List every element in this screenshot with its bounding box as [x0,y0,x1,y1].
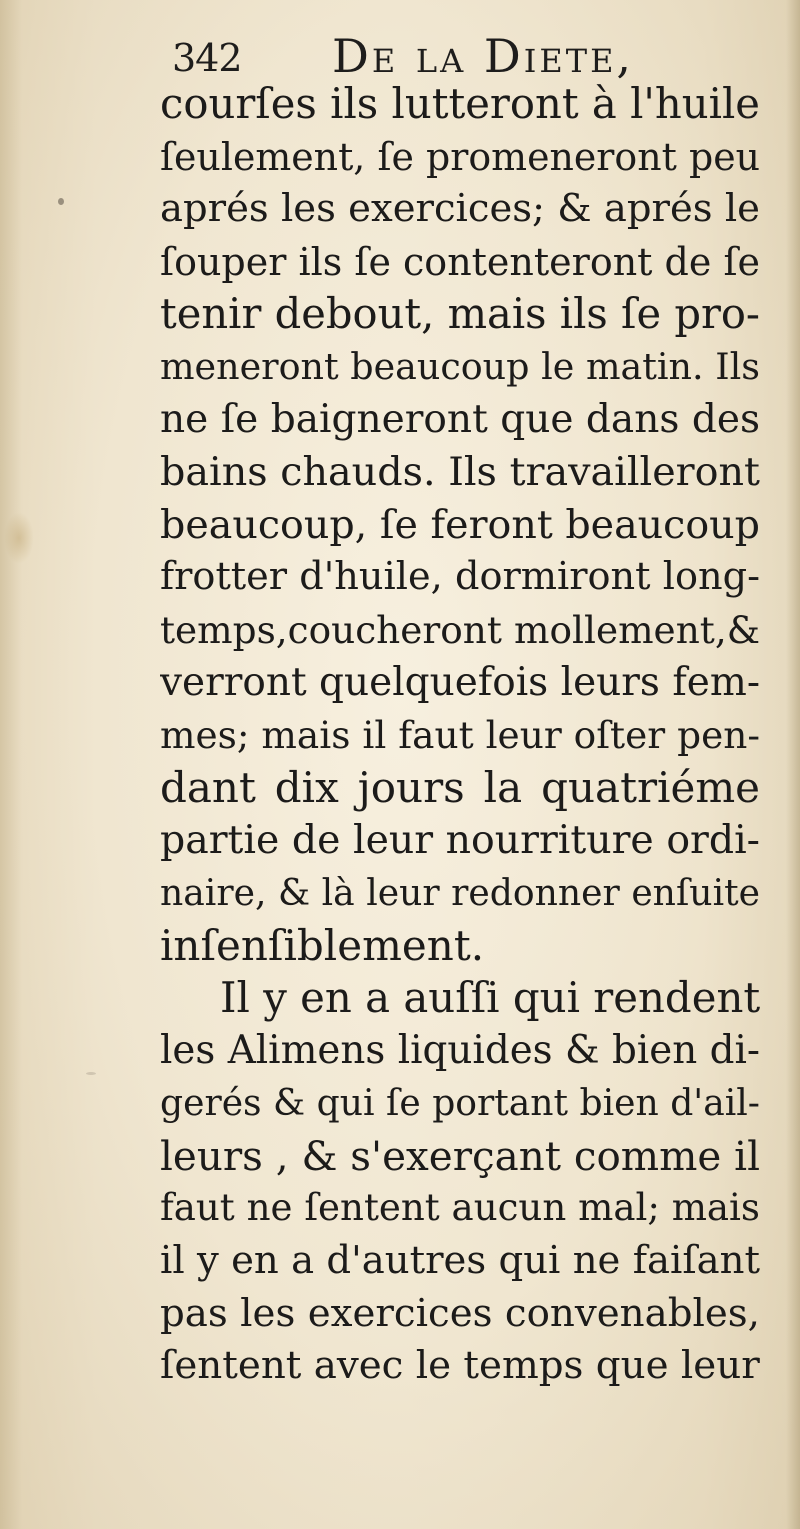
text-line: Il y en a auſſi qui rendent [220,973,760,1023]
page-number: 342 [172,36,242,80]
text-line: ſentent avec le temps que leur [160,1343,760,1389]
text-line: partie de leur nourriture ordi- [160,817,760,864]
text-line: tenir debout, mais ils ſe pro- [160,289,760,339]
page-edge-shadow-right [786,0,800,1529]
running-head [172,24,732,84]
running-head-title: De la Diete, [332,29,635,83]
text-line: inſenſiblement. [160,920,485,970]
text-line: verront quelquefois leurs fem- [160,659,760,705]
text-line: faut ne ſentent aucun mal; mais [160,1186,760,1230]
text-line: temps,coucheront mollement,& [160,607,760,652]
page-edge-shadow-left [0,0,22,1529]
text-line: bains chauds. Ils travailleront [160,449,760,496]
text-line: courſes ils lutteront à l'huile [160,79,760,128]
body-text [160,78,760,1393]
text-line: pas les exercices convenables, [160,1290,760,1336]
text-line: naire, & là leur redonner enſuite [160,870,760,914]
paper-stain [4,512,34,564]
text-line: mes; mais il faut leur oſter pen- [160,713,760,758]
ink-speck [86,1072,96,1075]
text-line: il y en a d'autres qui ne faiſant [160,1238,760,1284]
text-line: meneront beaucoup le matin. Ils [160,344,760,388]
text-line: ne ſe baigneront que dans des [160,396,760,442]
text-line: ſouper ils ſe contenteront de ſe [160,239,760,284]
text-line: dant dix jours la quatriéme [160,762,760,812]
text-line: frotter d'huile, dormiront long- [160,555,760,600]
text-line: beaucoup, ſe feront beaucoup [160,501,760,548]
text-line: leurs , & s'exerçant comme il [160,1131,760,1180]
text-line: les Alimens liquides & bien di- [160,1027,760,1073]
text-line: gerés & qui ſe portant bien d'ail- [160,1082,760,1125]
text-line: aprés les exercices; & aprés le [160,186,760,232]
ink-speck [58,198,64,205]
text-line: ſeulement, ſe promeneront peu [160,134,760,179]
